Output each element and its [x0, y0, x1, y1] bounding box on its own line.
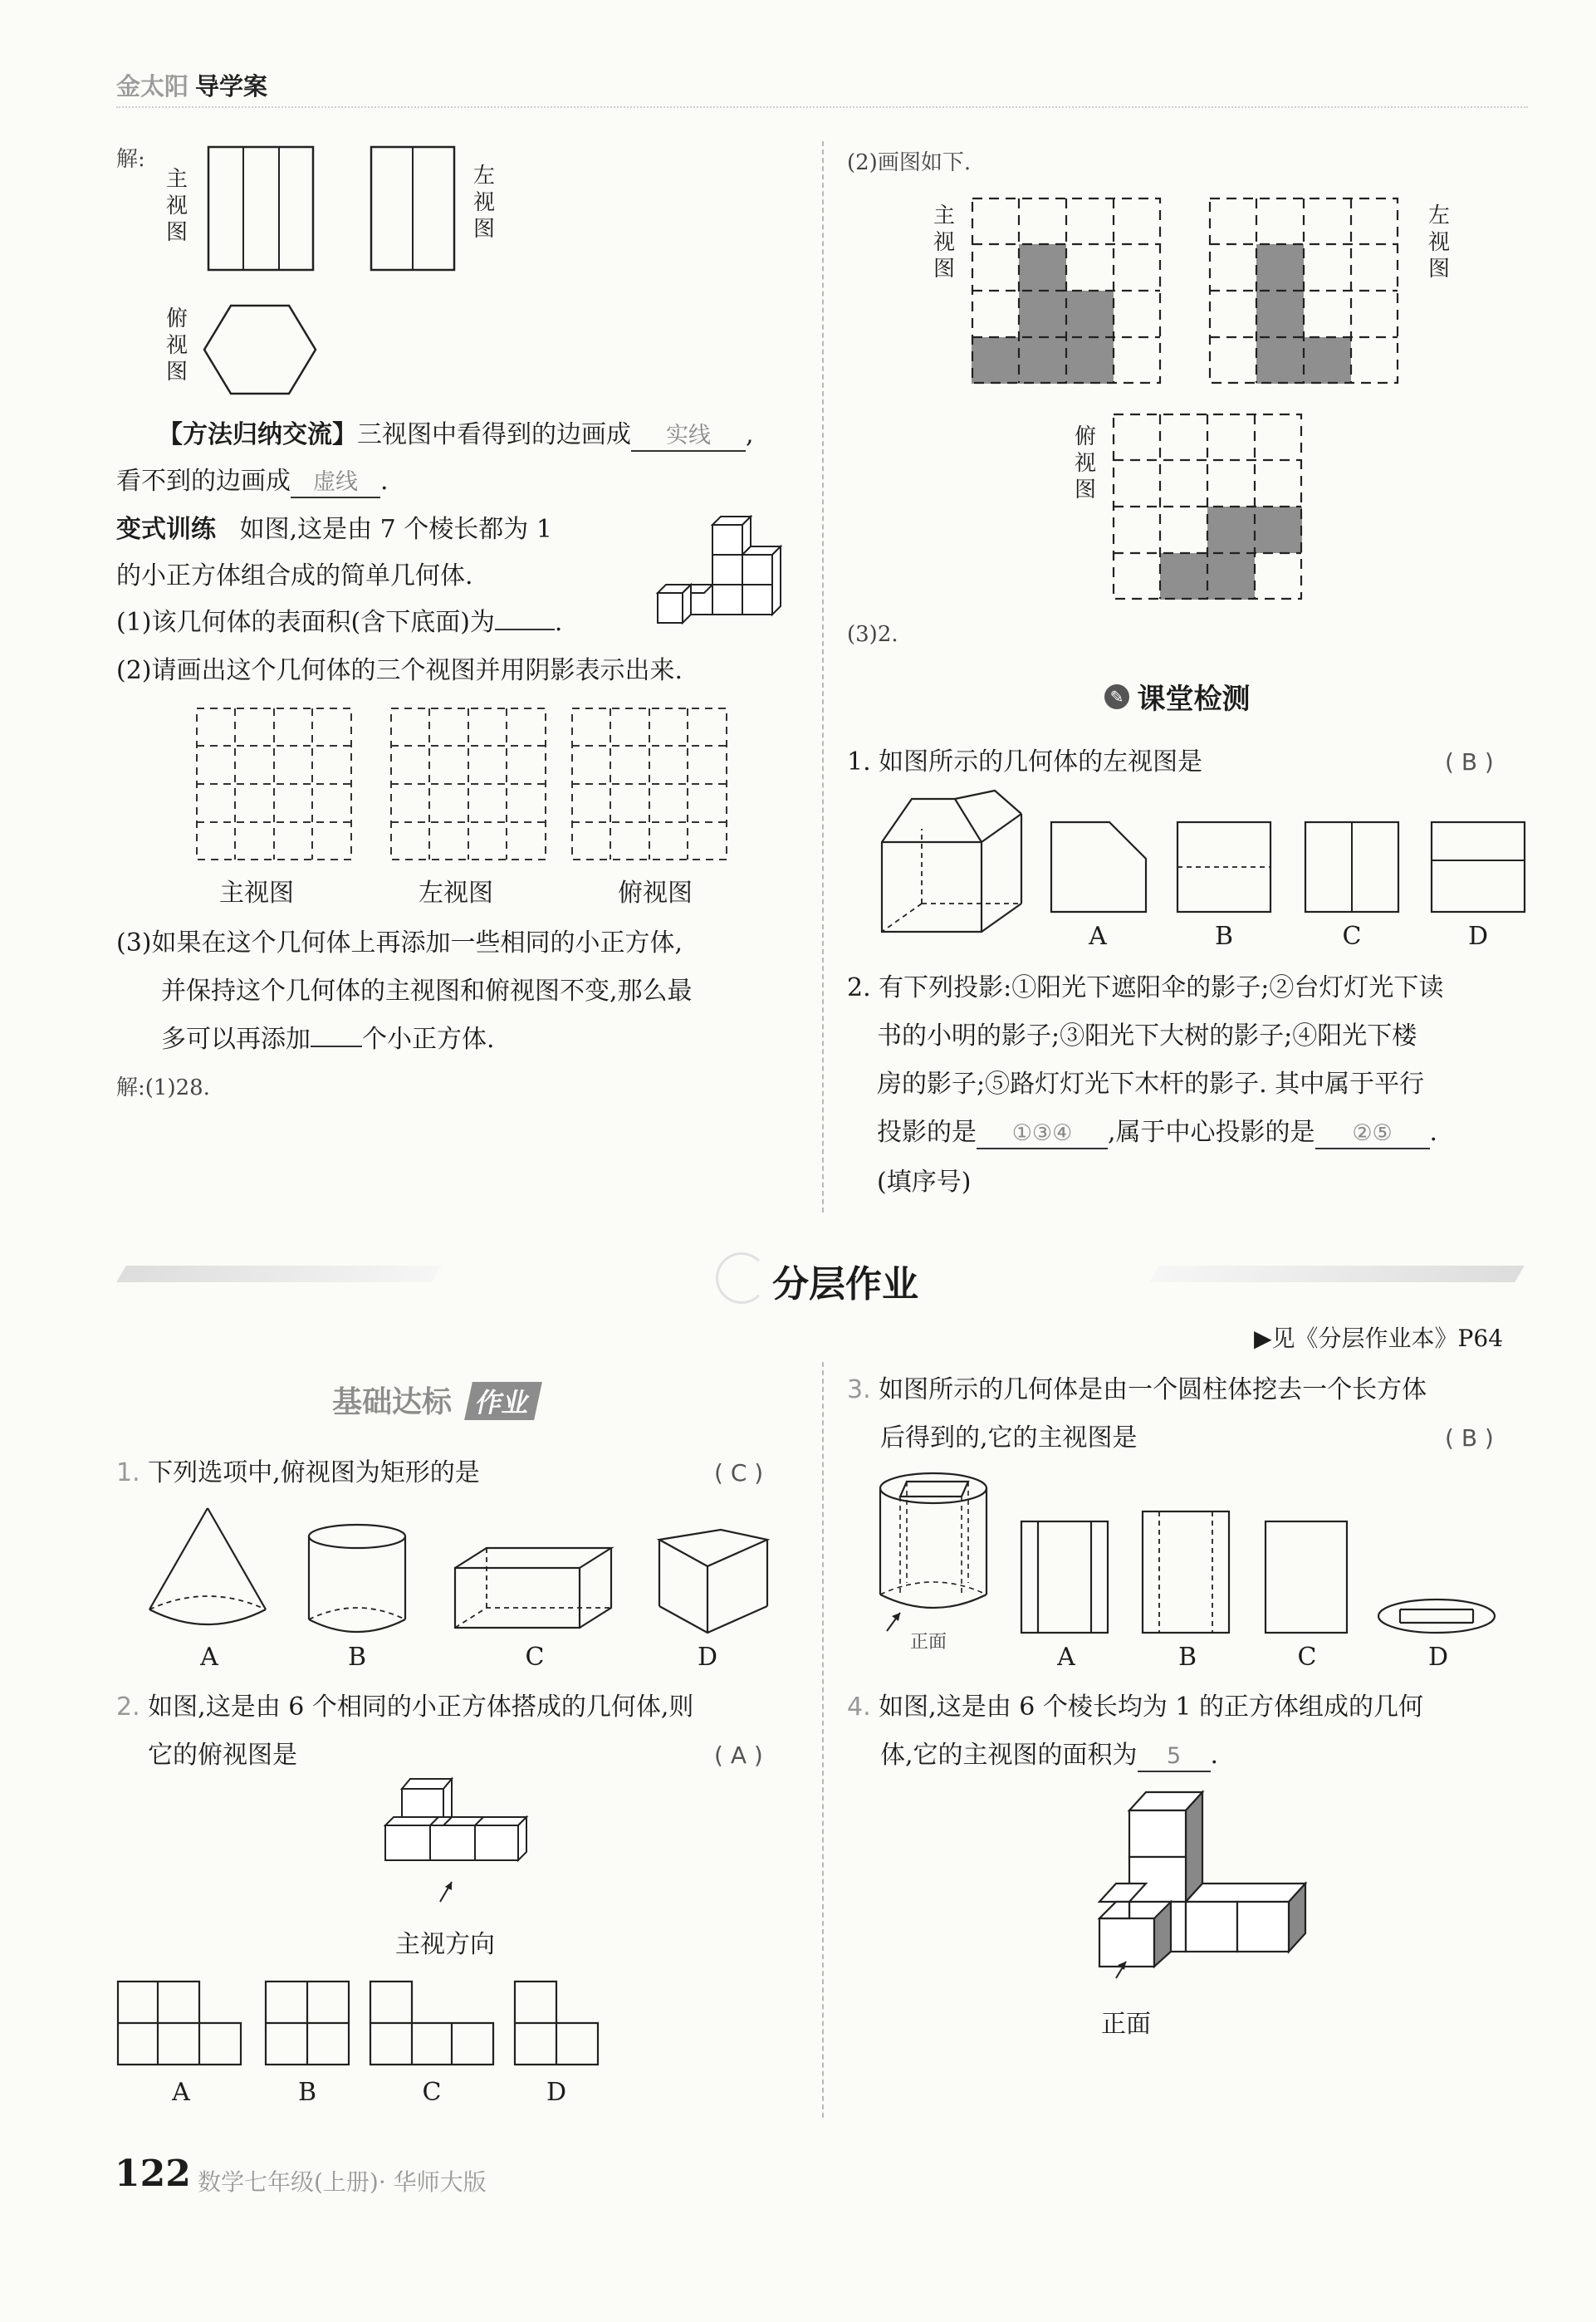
method-summary-line2: 看不到的边画成 虚线 . — [116, 465, 389, 498]
view-direction-arrow — [433, 1879, 458, 1903]
shaded-grid-top — [1113, 414, 1312, 601]
triangular-prism-figure — [656, 1528, 772, 1636]
check-q2-line5: (填序号) — [877, 1168, 972, 1197]
hw-q2-option-b: B — [297, 2078, 317, 2107]
hw-q1-answer: ( C ) — [714, 1459, 764, 1487]
hw-q3-option-b: B — [1177, 1643, 1197, 1672]
check-q2-line3: 房的影子;⑤路灯灯光下木杆的影子. 其中属于平行 — [877, 1070, 1425, 1099]
grid-label-top: 俯视图 — [618, 879, 693, 908]
hw-q2-answer: ( A ) — [714, 1742, 763, 1769]
hw-q2-option-d-shape — [513, 1980, 600, 2066]
hw-q1-option-b: B — [347, 1643, 367, 1672]
dashed-grid-front — [196, 708, 354, 862]
banner-left-stripe — [116, 1266, 442, 1282]
hw-q3-option-a-shape — [1020, 1520, 1111, 1636]
hw-q2-line2: 它的俯视图是 — [148, 1741, 297, 1770]
hw-q1-option-a: A — [200, 1643, 218, 1672]
variant-q1: (1)该几何体的表面积(含下底面)为 . — [116, 608, 563, 637]
hw-q4-line1: 4. 如图,这是由 6 个棱长均为 1 的正方体组成的几何 — [847, 1693, 1424, 1722]
hw-q2-option-b-shape — [264, 1980, 350, 2066]
option-b-shape — [1176, 821, 1275, 915]
hw-q2-line1: 2. 如图,这是由 6 个相同的小正方体搭成的几何体,则 — [116, 1693, 694, 1722]
check-q1-option-c: C — [1342, 922, 1362, 951]
check-q2-line1: 2. 有下列投影:①阳光下遮阳伞的影子;②台灯灯光下读 — [847, 973, 1444, 1002]
variant-intro: 变式训练 如图,这是由 7 个棱长都为 1 — [116, 515, 552, 544]
hw-q4-line2: 体,它的主视图的面积为 5 . — [880, 1739, 1218, 1772]
option-a-shape — [1050, 821, 1149, 915]
label-left-view: 左视图 — [472, 164, 495, 242]
hw-q4-front-label: 正面 — [1101, 2010, 1151, 2039]
shaded-grid-left — [1209, 198, 1408, 385]
hw-q3-answer: ( B ) — [1445, 1424, 1494, 1452]
answer-top-view-hexagon — [203, 304, 319, 395]
hw-q1-option-d: D — [697, 1643, 718, 1672]
hw-q2-option-c: C — [422, 2078, 442, 2107]
option-c-shape — [1304, 821, 1403, 915]
label-front-view-right: 主视图 — [933, 203, 955, 282]
check-q1-answer: ( B ) — [1445, 748, 1494, 776]
hw-q2-option-c-shape — [369, 1980, 497, 2066]
banner-right-stripe — [1149, 1266, 1525, 1282]
six-cube-figure — [382, 1777, 531, 1877]
hw-q3-option-c: C — [1297, 1643, 1317, 1672]
pencil-icon: ✎ — [1104, 684, 1129, 709]
column-divider-bottom — [822, 1362, 824, 2118]
shaded-grid-front — [972, 198, 1171, 385]
banner-swirl — [716, 1252, 767, 1304]
dashed-grid-left — [390, 708, 548, 862]
blank-solid-line: 实线 — [631, 422, 746, 452]
answer-left-view — [370, 146, 457, 272]
layered-homework-ref: ▶见《分层作业本》P64 — [1254, 1325, 1504, 1352]
column-divider-top — [822, 141, 824, 1212]
pentagonal-prism-figure — [879, 796, 1028, 937]
check-q1-option-d: D — [1467, 922, 1489, 951]
check-q1-option-a: A — [1089, 922, 1107, 951]
hw-q3-option-d-shape — [1375, 1596, 1500, 1638]
hw-q1-option-c: C — [525, 1643, 545, 1672]
cuboid-figure — [452, 1545, 618, 1631]
blank-dashed-line: 虚线 — [291, 468, 380, 498]
grid-label-front: 主视图 — [219, 879, 294, 908]
hw-q2-option-a-shape — [116, 1980, 244, 2066]
book-title: 数学七年级(上册)· 华师大版 — [198, 2168, 487, 2196]
check-q1: 1. 如图所示的几何体的左视图是 — [847, 747, 1203, 776]
part3-answer: (3)2. — [847, 622, 898, 647]
hw-q3-option-b-shape — [1141, 1510, 1232, 1636]
hw-q3-option-a: A — [1057, 1643, 1075, 1672]
grid-label-left: 左视图 — [419, 879, 493, 908]
hw-q3-option-d: D — [1427, 1643, 1449, 1672]
cone-figure — [146, 1506, 271, 1631]
variant-q2: (2)请画出这个几何体的三个视图并用阴影表示出来. — [116, 656, 683, 685]
label-front-view: 主视图 — [165, 167, 188, 245]
label-top-view: 俯视图 — [165, 306, 188, 385]
blank-central: ②⑤ — [1315, 1119, 1430, 1149]
hw-q3-front-label: 正面 — [910, 1632, 947, 1653]
variant-answer: 解:(1)28. — [116, 1075, 210, 1100]
hw-q3-option-c-shape — [1264, 1520, 1350, 1636]
section-classroom-check: ✎ 课堂检测 — [1104, 676, 1251, 717]
l-shaped-cube-figure — [1096, 1787, 1312, 2005]
method-summary-line1: 【方法归纳交流】三视图中看得到的边画成 实线 , — [158, 419, 754, 452]
page-number: 122 — [115, 2153, 191, 2195]
answer-front-view — [208, 146, 316, 272]
variant-q3-line3: 多可以再添加 个小正方体. — [161, 1025, 495, 1054]
check-q2-line4: 投影的是 ①③④ ,属于中心投影的是 ②⑤ . — [877, 1116, 1437, 1149]
option-d-shape — [1430, 821, 1530, 915]
hw-q3-line2: 后得到的,它的主视图是 — [880, 1423, 1138, 1452]
header-rule — [116, 106, 1528, 108]
blank-area: 5 — [1138, 1742, 1211, 1772]
variant-q3-line2: 并保持这个几何体的主视图和俯视图不变,那么最 — [161, 977, 693, 1006]
part2-answer: (2)画图如下. — [847, 150, 972, 175]
cylinder-figure — [306, 1523, 409, 1636]
hw-q3-line1: 3. 如图所示的几何体是由一个圆柱体挖去一个长方体 — [847, 1375, 1427, 1404]
hw-q2-option-a: A — [172, 2078, 190, 2107]
hollow-cylinder-figure — [875, 1470, 1000, 1619]
layered-homework-title: 分层作业 — [772, 1263, 918, 1306]
label-top-view-right: 俯视图 — [1074, 424, 1096, 502]
basic-tag: 基础达标 作业 — [332, 1379, 538, 1421]
variant-q3-line1: (3)如果在这个几何体上再添加一些相同的小正方体, — [116, 928, 683, 958]
brand: 金太阳 导学案 — [116, 72, 268, 100]
check-q2-line2: 书的小明的影子;③阳光下大树的影子;④阳光下楼 — [877, 1021, 1417, 1051]
check-q1-option-b: B — [1214, 922, 1234, 951]
dashed-grid-top — [571, 708, 729, 862]
seven-cube-figure — [658, 517, 807, 649]
hw-q1: 1. 下列选项中,俯视图为矩形的是 — [116, 1458, 480, 1487]
hw-q2-view-direction: 主视方向 — [395, 1930, 495, 1959]
solution-label: 解: — [116, 147, 145, 172]
variant-line2: 的小正方体组合成的简单几何体. — [116, 561, 473, 590]
blank-parallel: ①③④ — [977, 1119, 1108, 1149]
hw-q2-option-d: D — [546, 2078, 567, 2107]
label-left-view-right: 左视图 — [1427, 203, 1450, 282]
